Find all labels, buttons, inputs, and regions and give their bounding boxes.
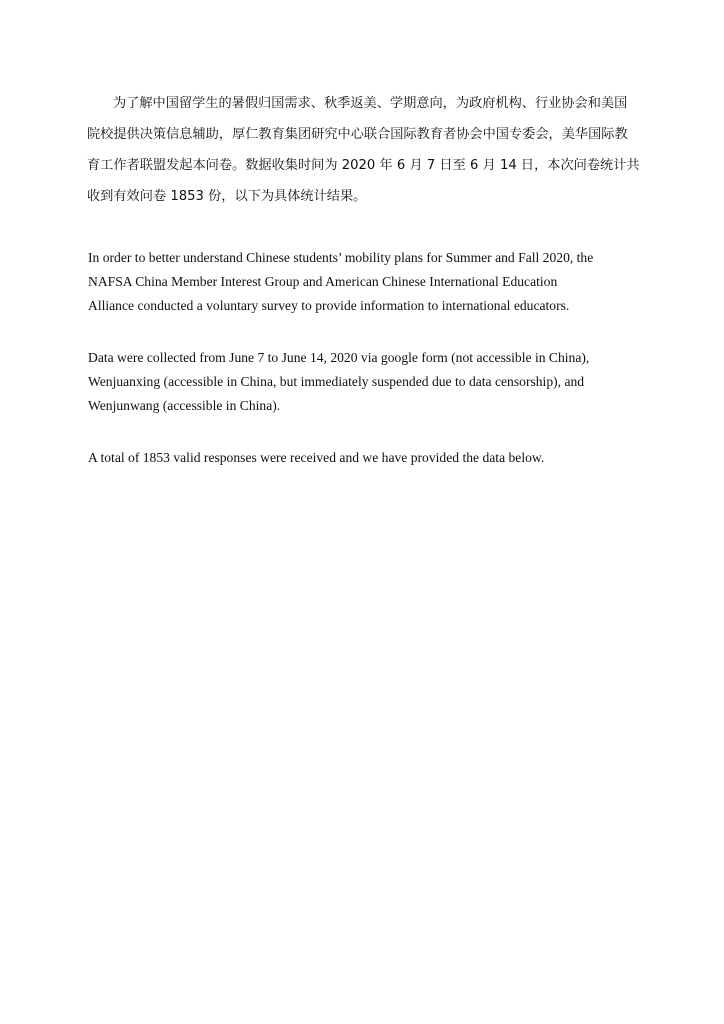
english-data-collection-paragraph (88, 346, 648, 418)
english-text-line: NAFSA China Member Interest Group and American Chinese International Education (88, 274, 558, 289)
chinese-text-line: 育工作者联盟发起本问卷。数据收集时间为 2020 年 6 月 7 日至 6 月 14 日，本次问卷统计共 (87, 158, 640, 173)
chinese-text-line: 收到有效问卷 1853 份，以下为具体统计结果。 (87, 189, 367, 204)
english-text-line: Wenjunwang (accessible in China). (88, 398, 281, 413)
chinese-text-line: 院校提供决策信息辅助，厚仁教育集团研究中心联合国际教育者协会中国专委会，美华国际教 (87, 127, 628, 142)
chinese-intro-paragraph (87, 88, 647, 212)
english-text-line: A total of 1853 valid responses were received and we have provided the data below. (88, 450, 545, 465)
english-text-line: Alliance conducted a voluntary survey to provide information to international educators. (88, 298, 570, 313)
english-text-line: Wenjuanxing (accessible in China, but immediately suspended due to data censorship), and (88, 374, 585, 389)
english-total-responses-paragraph (88, 446, 648, 470)
english-text-line: Data were collected from June 7 to June 14, 2020 via google form (not accessible in China), (88, 350, 590, 365)
english-text-line: In order to better understand Chinese students’ mobility plans for Summer and Fall 2020, the (88, 250, 594, 265)
chinese-text-line: 为了解中国留学生的暑假归国需求、秋季返美、学期意向，为政府机构、行业协会和美国 (113, 96, 628, 111)
english-intro-paragraph (88, 246, 648, 318)
